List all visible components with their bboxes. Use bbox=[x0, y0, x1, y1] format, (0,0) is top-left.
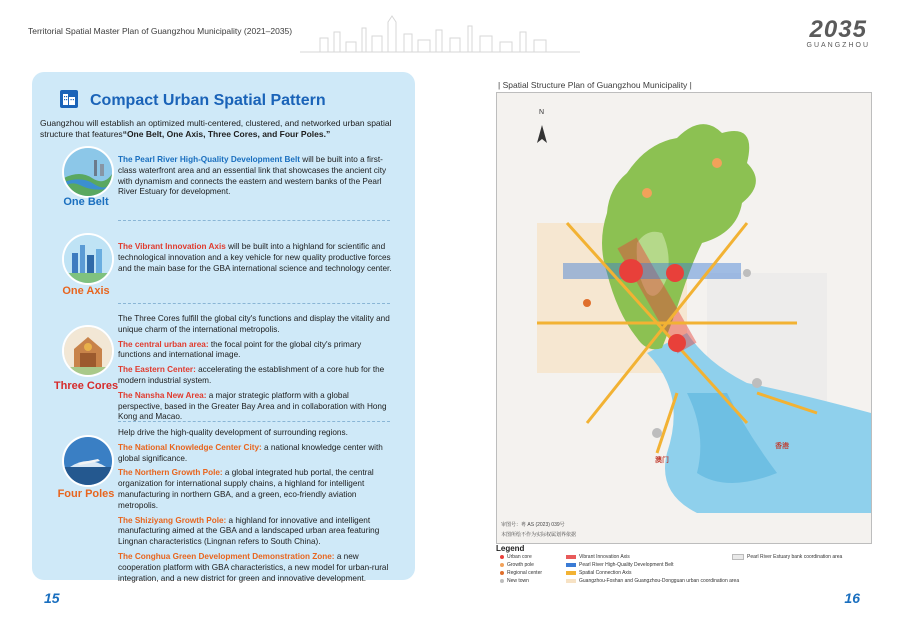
legend-title: Legend bbox=[496, 544, 525, 553]
pole-1-highlight: The National Knowledge Center City: bbox=[118, 442, 262, 452]
legend-swatch bbox=[566, 563, 576, 567]
one-belt-highlight: The Pearl River High-Quality Development Belt bbox=[118, 155, 300, 164]
legend-item bbox=[566, 562, 673, 568]
intro-paragraph bbox=[40, 118, 396, 140]
one-belt-photo bbox=[62, 146, 114, 198]
pole-2-body: a global integrated hub portal, the central organization for international supply chains, a highland for intelligent manufacturing in northern GBA, and a green, eco-friendly aviation metropolis. bbox=[118, 468, 374, 510]
one-axis-photo bbox=[62, 233, 114, 285]
legend-item bbox=[500, 562, 534, 568]
map-approval-number: 审图号：粤 AS (2023) 039号 bbox=[501, 522, 565, 528]
logo-year: 2035 bbox=[809, 16, 867, 43]
pole-1-body: a national knowledge center with global significance. bbox=[118, 442, 383, 463]
plan-logo bbox=[807, 18, 871, 49]
three-cores-label: Three Cores bbox=[53, 380, 119, 392]
legend-label: Spatial Connection Axis bbox=[579, 570, 632, 576]
legend-item bbox=[500, 570, 542, 576]
document-header-title: Territorial Spatial Master Plan of Guangzhou Municipality (2021–2035) bbox=[28, 26, 293, 36]
legend-label: Pearl River High-Quality Development Belt bbox=[579, 562, 674, 568]
north-arrow-icon bbox=[535, 123, 549, 153]
legend-item bbox=[566, 578, 739, 584]
legend-item bbox=[566, 554, 630, 560]
four-poles-text bbox=[118, 428, 394, 588]
hongkong-label: 香港 bbox=[775, 443, 789, 450]
page-number-left: 15 bbox=[44, 590, 60, 606]
one-axis-text bbox=[118, 242, 394, 278]
legend-swatch bbox=[500, 555, 504, 559]
divider bbox=[118, 220, 390, 221]
pole-3-body: a highland for innovative and intelligent manufacturing aimed at the GBA and a landscaped urban area featuring Lingnan characteristics (Lingnan refers to South China). bbox=[118, 515, 380, 547]
one-axis-highlight: The Vibrant Innovation Axis bbox=[118, 242, 226, 251]
legend-swatch bbox=[500, 579, 504, 583]
pole-4-highlight: The Conghua Green Development Demonstration Zone: bbox=[118, 551, 335, 561]
divider bbox=[118, 421, 390, 422]
three-cores-text bbox=[118, 314, 394, 427]
building-icon bbox=[60, 90, 78, 108]
pole-2-highlight: The Northern Growth Pole: bbox=[118, 468, 223, 478]
three-cores-photo bbox=[62, 325, 114, 377]
legend-swatch bbox=[566, 571, 576, 575]
legend-label: Pearl River Estuary bank coordination area bbox=[747, 554, 843, 560]
map-graphic bbox=[497, 93, 871, 543]
legend-item bbox=[500, 554, 532, 560]
map-disclaimer: 本图所绘不作为实际权属划界依据 bbox=[501, 532, 577, 538]
one-belt-body: will be built into a first-class waterfront area and an essential link that showcases the ancient city with dynamism and connects the eastern and western banks of the Pearl River Estuary for development. bbox=[118, 155, 387, 197]
north-label: N bbox=[539, 109, 545, 116]
map-legend bbox=[496, 544, 870, 584]
core-3-highlight: The Nansha New Area: bbox=[118, 390, 207, 400]
core-2-highlight: The Eastern Center: bbox=[118, 365, 196, 375]
one-belt-text bbox=[118, 155, 394, 202]
pole-4-body: a new cooperation platform with GBA characteristics, a new model for urban-rural integration, and a new district for green and innovative development. bbox=[118, 551, 389, 583]
legend-item bbox=[732, 554, 842, 560]
one-axis-label: One Axis bbox=[62, 285, 110, 297]
legend-label: New town bbox=[507, 578, 529, 584]
legend-swatch bbox=[566, 579, 576, 583]
spatial-structure-map bbox=[496, 92, 872, 544]
legend-label: Vibrant Innovation Axis bbox=[579, 554, 630, 560]
core-3-body: a major strategic platform with a global perspective, based in the Greater Bay Area and in collaboration with Hong Kong and Macao. bbox=[118, 390, 387, 422]
legend-item bbox=[566, 570, 632, 576]
page-number-right: 16 bbox=[844, 590, 860, 606]
divider bbox=[118, 303, 390, 304]
legend-swatch bbox=[500, 571, 504, 575]
one-axis-body: will be built into a highland for scientific and technological innovation and a key vehicle for new quality productive forces and the main base for the GBA international science and technology center. bbox=[118, 242, 392, 273]
intro-text: Guangzhou will establish an optimized multi-centered, clustered, and networked urban spatial structure that features bbox=[40, 118, 392, 139]
section-title: Compact Urban Spatial Pattern bbox=[90, 92, 326, 109]
intro-bold-text: “One Belt, One Axis, Three Cores, and Four Poles.” bbox=[122, 129, 331, 139]
pole-3-highlight: The Shiziyang Growth Pole: bbox=[118, 515, 227, 525]
legend-label: Regional center bbox=[507, 570, 543, 576]
four-poles-intro: Help drive the high-quality development of surrounding regions. bbox=[118, 428, 348, 437]
legend-label: Urban core bbox=[507, 554, 532, 560]
legend-swatch bbox=[732, 554, 744, 560]
core-2-body: accelerating the establishment of a core hub for the modern industrial system. bbox=[118, 365, 385, 385]
legend-swatch bbox=[500, 563, 504, 567]
three-cores-intro: The Three Cores fulfill the global city's functions and display the vitality and unique charm of the international metropolis. bbox=[118, 314, 390, 334]
core-1-body: the focal point for the global city's primary functions and international image. bbox=[118, 339, 362, 360]
macao-label: 澳门 bbox=[655, 457, 669, 464]
core-1-highlight: The central urban area: bbox=[118, 339, 209, 349]
four-poles-label: Four Poles bbox=[57, 488, 115, 500]
legend-item bbox=[500, 578, 529, 584]
legend-label: Growth pole bbox=[507, 562, 534, 568]
map-title: | Spatial Structure Plan of Guangzhou Municipality | bbox=[498, 80, 692, 90]
legend-label: Guangzhou-Foshan and Guangzhou-Dongguan urban coordination area bbox=[579, 578, 740, 584]
logo-city: GUANGZHOU bbox=[806, 42, 870, 49]
skyline-illustration bbox=[300, 14, 580, 54]
one-belt-label: One Belt bbox=[63, 196, 109, 208]
legend-swatch bbox=[566, 555, 576, 559]
four-poles-photo bbox=[62, 435, 114, 487]
